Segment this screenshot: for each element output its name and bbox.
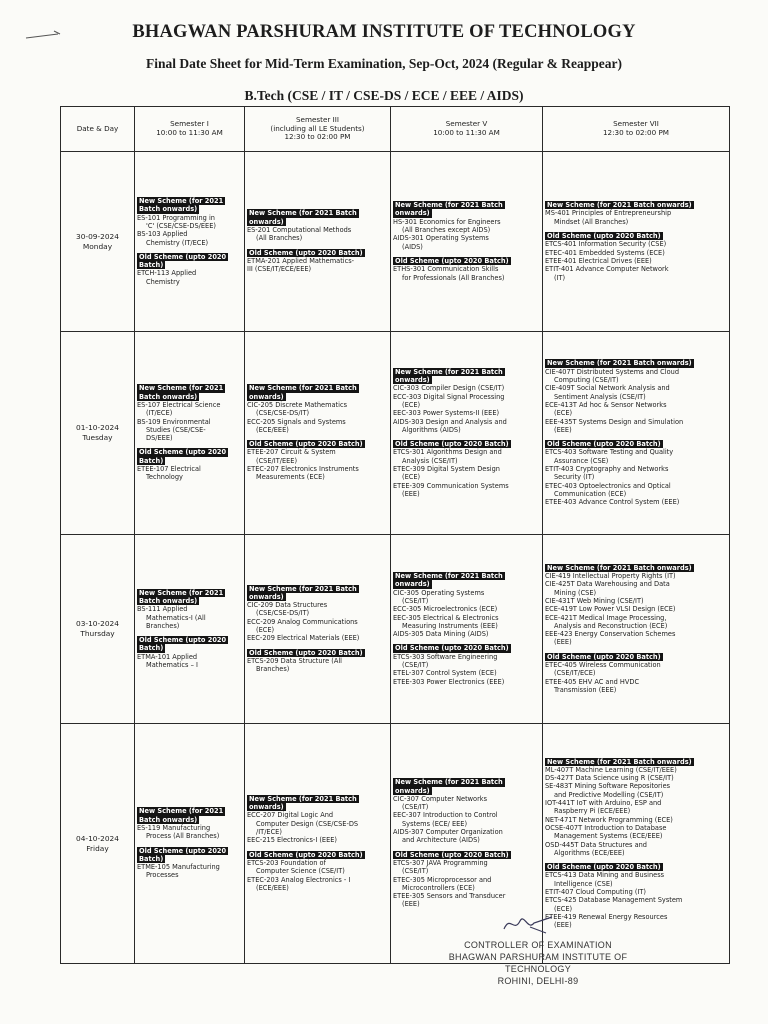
- header-sem3: Semester III (including all LE Students) 12:30 to 02:00 PM: [245, 107, 391, 152]
- scheme-block: [137, 807, 242, 840]
- subject-line: (CSE/IT): [402, 867, 429, 876]
- scheme-block: [247, 585, 388, 643]
- scheme-block: [545, 440, 727, 506]
- scheme-label: Batch onwards): [139, 392, 198, 401]
- signature-block: [418, 915, 658, 987]
- table-row: [61, 152, 730, 332]
- subject-line: ETCS-203 Foundation of: [247, 858, 326, 867]
- subject-line: (EEE): [554, 921, 572, 930]
- scheme-label: onwards): [249, 592, 284, 601]
- subject-line: Assurance (CSE): [554, 456, 609, 465]
- subject-line: EEC-303 Power Systems-II (EEE): [393, 409, 500, 418]
- subject-line: CIC-209 Data Structures: [247, 601, 328, 610]
- sem5-cell: [391, 152, 543, 332]
- scheme-label: Old Scheme (upto 2020 Batch): [395, 644, 509, 653]
- subject-line: AIDS-301 Operating Systems: [393, 234, 489, 243]
- subject-line: ES-201 Computational Methods: [247, 226, 352, 235]
- scheme-label: Old Scheme (upto 2020: [139, 846, 227, 855]
- scheme-block: [545, 564, 727, 647]
- signature-scribble-icon: [500, 911, 560, 937]
- scheme-block: [393, 440, 540, 498]
- subject-line: EEC-209 Electrical Materials (EEE): [247, 634, 360, 643]
- subject-line: Security (IT): [554, 473, 595, 482]
- subject-line: (EEE): [554, 425, 572, 434]
- scheme-label: New Scheme (for 2021: [139, 588, 224, 597]
- subject-line: and Predictive Modelling (CSE/IT): [554, 790, 664, 799]
- scheme-label: Batch onwards): [139, 205, 198, 214]
- subject-line: ECC-209 Analog Communications: [247, 617, 358, 626]
- subject-line: IOT-441T IoT with Arduino, ESP and: [545, 799, 662, 808]
- scheme-block: [393, 257, 540, 282]
- subject-line: CIC-307 Computer Networks: [393, 794, 488, 803]
- scheme-block: [247, 440, 388, 481]
- scheme-block: [137, 589, 242, 630]
- subject-line: ETMA-101 Applied: [137, 652, 198, 661]
- subject-line: AIDS-303 Design and Analysis and: [393, 417, 507, 426]
- date-day-cell: [61, 332, 135, 535]
- scheme-label: Batch onwards): [139, 596, 198, 605]
- subject-line: Transmission (EEE): [554, 685, 617, 694]
- sem1-cell: [135, 724, 245, 964]
- sem5-cell: [391, 535, 543, 724]
- scheme-label: Batch): [139, 644, 164, 653]
- subject-line: MS-401 Principles of Entrepreneurship: [545, 209, 672, 218]
- exam-day: Monday: [82, 241, 113, 251]
- document-subtitle: Final Date Sheet for Mid-Term Examination, Sep-Oct, 2024 (Regular & Reappear): [146, 56, 622, 71]
- sem1-cell: [135, 535, 245, 724]
- exam-date: 04-10-2024: [76, 833, 119, 843]
- subject-line: /IT/ECE): [256, 828, 282, 837]
- subject-line: ECE-413T Ad hoc & Sensor Networks: [545, 400, 667, 409]
- subject-line: Computer Science (CSE/IT): [256, 867, 345, 876]
- institute-title: BHAGWAN PARSHURAM INSTITUTE OF TECHNOLOGY: [132, 22, 636, 42]
- sem1-cell: [135, 152, 245, 332]
- scheme-block: [545, 758, 727, 858]
- subject-line: for Professionals (All Branches): [402, 273, 505, 282]
- scheme-label: Batch): [139, 456, 164, 465]
- subject-line: BS-109 Environmental: [137, 417, 211, 426]
- subject-line: CIE-409T Social Network Analysis and: [545, 384, 670, 393]
- scheme-block: [247, 249, 388, 274]
- sem3-cell: [245, 724, 391, 964]
- subject-line: Studies (CSE/CSE-: [146, 425, 206, 434]
- scheme-block: [137, 636, 242, 669]
- scheme-block: [137, 448, 242, 481]
- scheme-label: New Scheme (for 2021: [139, 197, 224, 206]
- subject-line: EEE-435T Systems Design and Simulation: [545, 417, 684, 426]
- scheme-block: [247, 649, 388, 674]
- subject-line: (CSE/IT): [402, 661, 429, 670]
- scheme-label: New Scheme (for 2021: [139, 384, 224, 393]
- scheme-block: [393, 201, 540, 251]
- subject-line: (IT/ECE): [146, 409, 173, 418]
- subject-line: Mining (CSE): [554, 588, 597, 597]
- subject-line: ETCS-403 Software Testing and Quality: [545, 448, 674, 457]
- subject-line: (EEE): [402, 489, 420, 498]
- subject-line: ECE-419T Low Power VLSI Design (ECE): [545, 605, 676, 614]
- subject-line: ES-107 Electrical Science: [137, 400, 221, 409]
- scheme-label: Old Scheme (upto 2020: [139, 448, 227, 457]
- date-day-cell: [61, 724, 135, 964]
- subject-line: Microcontrollers (ECE): [402, 883, 475, 892]
- subject-line: AIDS-307 Computer Organization: [393, 828, 503, 837]
- scheme-label: New Scheme (for 2021 Batch: [395, 201, 503, 210]
- sem5-cell: [391, 332, 543, 535]
- subject-line: Algorithms (ECE/EEE): [554, 848, 625, 857]
- scheme-label: onwards): [249, 803, 284, 812]
- scheme-label: Old Scheme (upto 2020 Batch): [395, 850, 509, 859]
- scheme-block: [137, 384, 242, 442]
- scheme-label: onwards): [395, 786, 430, 795]
- subject-line: (ECE/EEE): [256, 883, 289, 892]
- subject-line: (All Branches): [256, 234, 303, 243]
- scheme-label: New Scheme (for 2021 Batch: [249, 794, 357, 803]
- scheme-label: New Scheme (for 2021 Batch: [249, 209, 357, 218]
- subject-line: ETCH-113 Applied: [137, 269, 197, 278]
- course-line: B.Tech (CSE / IT / CSE-DS / ECE / EEE / AIDS): [244, 88, 524, 103]
- subject-line: (CSE/CSE-DS/IT): [256, 409, 310, 418]
- subject-line: ETEC-305 Microprocessor and: [393, 875, 492, 884]
- subject-line: ETHS-301 Communication Skills: [393, 265, 499, 274]
- subject-line: Systems (ECE/ EEE): [402, 819, 468, 828]
- scheme-label: Old Scheme (upto 2020 Batch): [249, 648, 363, 657]
- subject-line: CIC-305 Operating Systems: [393, 588, 485, 597]
- sem7-cell: [543, 332, 730, 535]
- scheme-label: Old Scheme (upto 2020 Batch): [249, 850, 363, 859]
- subject-line: (AIDS): [402, 242, 423, 251]
- subject-line: CIC-205 Discrete Mathematics: [247, 400, 348, 409]
- subject-line: CIE-431T Web Mining (CSE/IT): [545, 596, 644, 605]
- subject-line: ETEE-107 Electrical: [137, 465, 201, 474]
- scheme-block: [137, 253, 242, 286]
- subject-line: ETCS-307 JAVA Programming: [393, 858, 488, 867]
- exam-date: 03-10-2024: [76, 619, 119, 628]
- scheme-label: Batch): [139, 261, 164, 270]
- header-sem1: Semester I 10:00 to 11:30 AM: [135, 107, 245, 152]
- scheme-block: [247, 795, 388, 845]
- subject-line: ECC-207 Digital Logic And: [247, 811, 334, 820]
- exam-day: Thursday: [80, 629, 115, 638]
- subject-line: DS/EEE): [146, 434, 173, 443]
- subject-line: Communication (ECE): [554, 489, 627, 498]
- subject-line: EEC-215 Electronics-I (EEE): [247, 836, 337, 845]
- date-day-cell: [61, 535, 135, 724]
- subject-line: ETEE-405 EHV AC and HVDC: [545, 677, 640, 686]
- sem3-cell: [245, 535, 391, 724]
- scheme-label: Old Scheme (upto 2020: [139, 636, 227, 645]
- scheme-label: New Scheme (for 2021 Batch: [249, 584, 357, 593]
- subject-line: ETIT-407 Cloud Computing (IT): [545, 887, 646, 896]
- subject-line: EEC-307 Introduction to Control: [393, 811, 498, 820]
- subject-line: ETCS-301 Algorithms Design and: [393, 448, 502, 457]
- subject-line: (CSE/CSE-DS/IT): [256, 609, 310, 618]
- scheme-label: New Scheme (for 2021 Batch: [395, 367, 503, 376]
- subject-line: ETEE-207 Circuit & System: [247, 448, 336, 457]
- header-date-day: Date & Day: [61, 107, 135, 152]
- subject-line: (CSE/IT): [402, 596, 429, 605]
- scheme-label: onwards): [249, 217, 284, 226]
- scheme-label: Old Scheme (upto 2020: [139, 252, 227, 261]
- table-row: [61, 535, 730, 724]
- subject-line: (CSE/IT): [402, 803, 429, 812]
- subject-line: OCSE-407T Introduction to Database: [545, 823, 667, 832]
- scheme-label: Old Scheme (upto 2020 Batch): [249, 248, 363, 257]
- subject-line: Computing (CSE/IT): [554, 376, 619, 385]
- subject-line: Raspberry Pi (ECE/EEE): [554, 807, 631, 816]
- scheme-label: Old Scheme (upto 2020 Batch): [249, 440, 363, 449]
- subject-line: ES-119 Manufacturing: [137, 823, 211, 832]
- subject-line: ETEE-401 Electrical Drives (EEE): [545, 256, 652, 265]
- subject-line: ETEL-307 Control System (ECE): [393, 669, 497, 678]
- subject-line: OSD-445T Data Structures and: [545, 840, 647, 849]
- subject-line: ETEC-207 Electronics Instruments: [247, 465, 359, 474]
- subject-line: ETIT-401 Advance Computer Network: [545, 265, 669, 274]
- scheme-label: New Scheme (for 2021 Batch: [249, 384, 357, 393]
- subject-line: Technology: [146, 473, 183, 482]
- subject-line: ETEE-309 Communication Systems: [393, 481, 509, 490]
- subject-line: EEC-305 Electrical & Electronics: [393, 613, 499, 622]
- subject-line: (ECE): [256, 626, 275, 634]
- subject-line: ETEE-305 Sensors and Transducer: [393, 892, 506, 901]
- subject-line: Intelligence (CSE): [554, 879, 613, 888]
- subject-line: BS-111 Applied: [137, 605, 188, 614]
- subject-line: and Architecture (AIDS): [402, 836, 480, 845]
- subject-line: Mathematics – I: [146, 661, 198, 670]
- subject-line: ETCS-209 Data Structure (All: [247, 656, 343, 665]
- subject-line: Branches): [256, 665, 290, 674]
- subject-line: EEE-423 Energy Conservation Schemes: [545, 630, 676, 639]
- subject-line: ETME-105 Manufacturing: [137, 863, 220, 872]
- subject-line: ECC-305 Microelectronics (ECE): [393, 605, 498, 614]
- subject-line: HS-301 Economics for Engineers: [393, 217, 501, 226]
- subject-line: (ECE): [402, 400, 421, 409]
- table-header-row: [61, 107, 730, 152]
- header-sem7: Semester VII 12:30 to 02:00 PM: [543, 107, 730, 152]
- scheme-block: [137, 847, 242, 880]
- subject-line: (EEE): [402, 900, 420, 909]
- subject-line: ETEE-403 Advance Control System (EEE): [545, 498, 680, 507]
- sem3-cell: [245, 332, 391, 535]
- subject-line: ECE-421T Medical Image Processing,: [545, 613, 667, 622]
- subject-line: ETIT-403 Cryptography and Networks: [545, 465, 669, 474]
- subject-line: Chemistry: [146, 277, 180, 286]
- subject-line: (ECE/EEE): [256, 425, 289, 434]
- scheme-label: New Scheme (for 2021 Batch onwards): [547, 563, 692, 572]
- exam-date: 30-09-2024: [76, 231, 119, 241]
- exam-day: Friday: [86, 843, 109, 853]
- scheme-label: New Scheme (for 2021 Batch: [395, 572, 503, 581]
- scheme-label: New Scheme (for 2021 Batch onwards): [547, 359, 692, 368]
- subject-line: (ECE): [554, 904, 573, 913]
- signature-institute: BHAGWAN PARSHURAM INSTITUTE OF TECHNOLOGY: [448, 952, 628, 974]
- date-day-cell: [61, 152, 135, 332]
- subject-line: CIE-419 Intellectual Property Rights (IT): [545, 572, 676, 581]
- subject-line: ECC-303 Digital Signal Processing: [393, 392, 505, 401]
- subject-line: NET-471T Network Programming (ECE): [545, 815, 673, 824]
- subject-line: ETEC-403 Optoelectronics and Optical: [545, 481, 671, 490]
- scheme-block: [545, 359, 727, 434]
- scheme-label: New Scheme (for 2021 Batch onwards): [547, 201, 692, 210]
- sem7-cell: [543, 535, 730, 724]
- subject-line: ETEC-309 Digital System Design: [393, 465, 500, 474]
- subject-line: Mindset (All Branches): [554, 217, 629, 226]
- subject-line: Branches): [146, 621, 180, 630]
- date-sheet-table: [60, 106, 730, 964]
- subject-line: ETEE-419 Renewal Energy Resources: [545, 912, 668, 921]
- subject-line: ETEC-401 Embedded Systems (ECE): [545, 248, 665, 257]
- sem3-cell: [245, 152, 391, 332]
- scheme-block: [393, 368, 540, 434]
- subject-line: SE-483T Mining Software Repositories: [545, 782, 671, 791]
- scheme-block: [393, 644, 540, 685]
- subject-line: (EEE): [554, 638, 572, 647]
- subject-line: ECC-205 Signals and Systems: [247, 417, 346, 426]
- scheme-block: [393, 778, 540, 844]
- scheme-label: onwards): [249, 392, 284, 401]
- subject-line: Measuring Instruments (EEE): [402, 621, 498, 630]
- signature-title: CONTROLLER OF EXAMINATION: [464, 940, 612, 950]
- subject-line: DS-427T Data Science using R (CSE/IT): [545, 774, 674, 783]
- subject-line: Computer Design (CSE/CSE-DS: [256, 819, 359, 828]
- scheme-label: Old Scheme (upto 2020 Batch): [547, 440, 661, 449]
- subject-line: ETEC-405 Wireless Communication: [545, 661, 661, 670]
- scheme-label: Batch): [139, 854, 164, 863]
- subject-line: Mathematics-I (All: [146, 613, 206, 622]
- subject-line: ETEC-203 Analog Electronics - I: [247, 875, 351, 884]
- scheme-label: Old Scheme (upto 2020 Batch): [547, 652, 661, 661]
- subject-line: Processes: [146, 871, 179, 880]
- subject-line: ES-101 Programming in: [137, 213, 215, 222]
- subject-line: ETCS-303 Software Engineering: [393, 652, 498, 661]
- signature-address: ROHINI, DELHI-89: [497, 976, 579, 986]
- subject-line: BS-103 Applied: [137, 230, 188, 239]
- scheme-label: Old Scheme (upto 2020 Batch): [395, 440, 509, 449]
- scheme-block: [137, 197, 242, 247]
- exam-day: Tuesday: [82, 433, 113, 442]
- scheme-label: Old Scheme (upto 2020 Batch): [395, 256, 509, 265]
- subject-line: CIC-303 Compiler Design (CSE/IT): [393, 384, 505, 393]
- scheme-block: [545, 653, 727, 694]
- subject-line: 'C' (CSE/CSE-DS/EEE): [146, 221, 216, 230]
- subject-line: Chemistry (IT/ECE): [146, 238, 209, 247]
- subject-line: (ECE): [402, 473, 421, 482]
- scheme-label: Old Scheme (upto 2020 Batch): [547, 232, 661, 241]
- scheme-block: [247, 209, 388, 242]
- subject-line: ETEE-303 Power Electronics (EEE): [393, 677, 505, 686]
- subject-line: Process (All Branches): [146, 832, 220, 841]
- subject-line: Algorithms (AIDS): [402, 425, 461, 434]
- subject-line: ETMA-201 Applied Mathematics-: [247, 256, 355, 265]
- scheme-block: [393, 851, 540, 909]
- scheme-label: Old Scheme (upto 2020 Batch): [547, 863, 661, 872]
- subject-line: (CSE/IT/ECE): [554, 669, 596, 678]
- subject-line: (All Branches except AIDS): [402, 226, 491, 235]
- header-sem5: Semester V 10:00 to 11:30 AM: [391, 107, 543, 152]
- subject-line: Sentiment Analysis (CSE/IT): [554, 392, 646, 401]
- table-row: [61, 332, 730, 535]
- scheme-block: [545, 232, 727, 282]
- subject-line: Analysis (CSE/IT): [402, 456, 458, 465]
- scheme-label: New Scheme (for 2021 Batch onwards): [547, 757, 692, 766]
- scheme-block: [247, 384, 388, 434]
- subject-line: III (CSE/IT/ECE/EEE): [247, 265, 312, 274]
- subject-line: CIE-425T Data Warehousing and Data: [545, 580, 670, 589]
- subject-line: Analysis and Reconstruction (ECE): [554, 621, 668, 630]
- subject-line: Measurements (ECE): [256, 473, 325, 482]
- scheme-block: [545, 201, 727, 226]
- subject-line: ETCS-425 Database Management System: [545, 896, 683, 905]
- sem1-cell: [135, 332, 245, 535]
- scheme-block: [247, 851, 388, 892]
- subject-line: (CSE/IT/EEE): [256, 456, 298, 465]
- subject-line: CIE-407T Distributed Systems and Cloud: [545, 367, 680, 376]
- exam-date: 01-10-2024: [76, 423, 119, 432]
- subject-line: ML-407T Machine Learning (CSE/IT/EEE): [545, 765, 677, 774]
- scheme-block: [393, 572, 540, 638]
- scheme-label: onwards): [395, 209, 430, 218]
- scheme-label: Batch onwards): [139, 815, 198, 824]
- subject-line: (ECE): [554, 409, 573, 418]
- scheme-label: onwards): [395, 580, 430, 589]
- subject-line: ETCS-401 Information Security (CSE): [545, 240, 667, 249]
- subject-line: Management Systems (ECE/EEE): [554, 832, 663, 841]
- scheme-label: New Scheme (for 2021 Batch: [395, 778, 503, 787]
- scheme-label: onwards): [395, 376, 430, 385]
- subject-line: (IT): [554, 273, 566, 282]
- sem7-cell: [543, 152, 730, 332]
- subject-line: ETCS-413 Data Mining and Business: [545, 871, 665, 880]
- scheme-label: New Scheme (for 2021: [139, 807, 224, 816]
- subject-line: AIDS-305 Data Mining (AIDS): [393, 630, 489, 639]
